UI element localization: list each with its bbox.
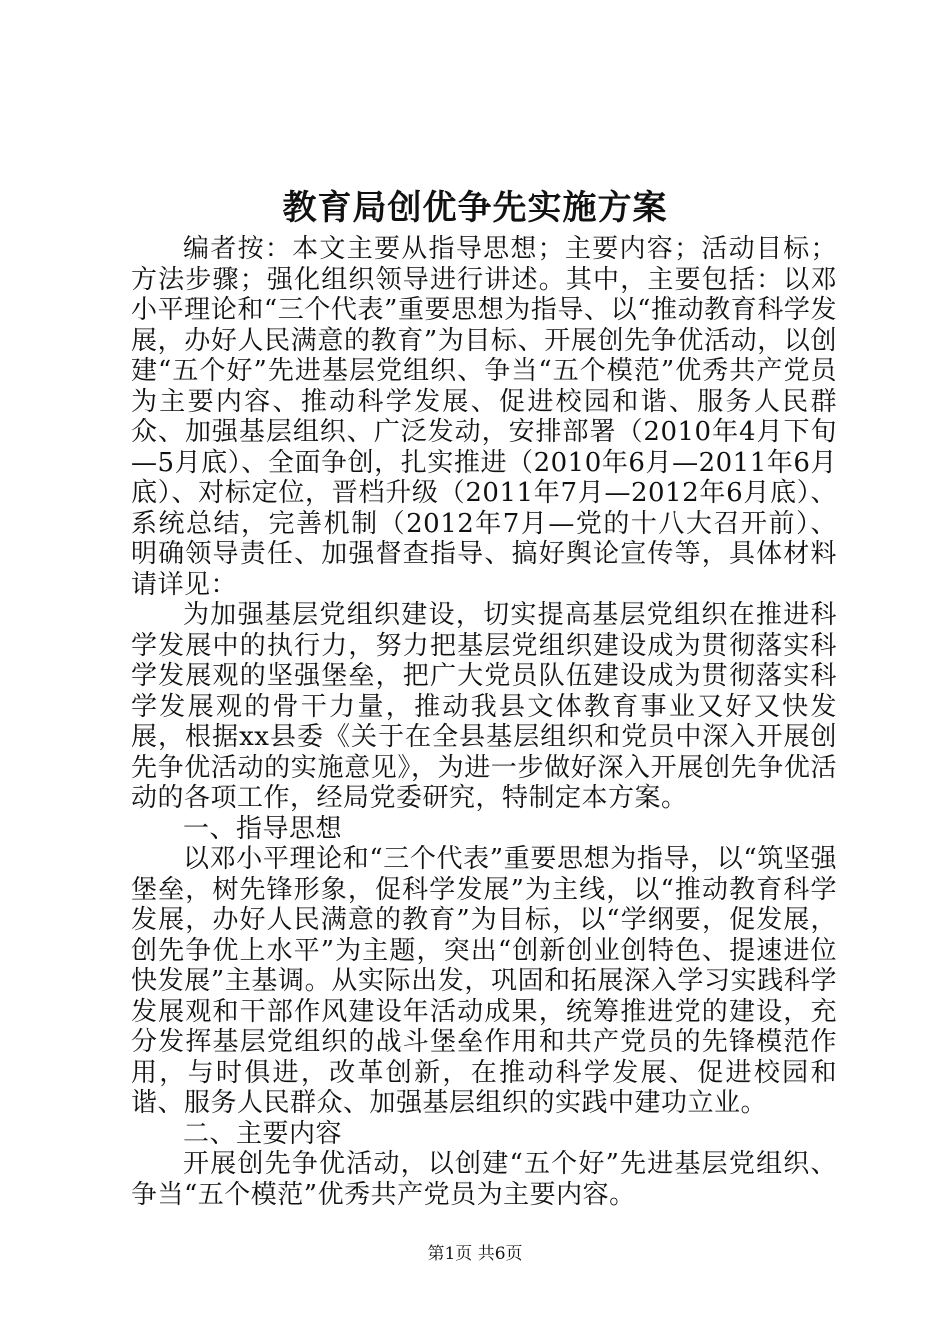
guiding-ideology-paragraph: 以邓小平理论和“三个代表”重要思想为指导，以“筑坚强堡垒，树先锋形象，促科学发展”为主线，以“推动教育科学发展，办好人民满意的教育”为目标，以“学纲要，促发展，创先争优上水平”为主题，突出“创新创业创特色、提速进位快发展”主基调。从实际出发，巩固和拓展深入学习实践科学发展观和干部作风建设年活动成果，统筹推进党的建设，充分发挥基层党组织的战斗堡垒作用和共产党员的先锋模范作用，与时俱进，改革创新，在推动科学发展、促进校园和谐、服务人民群众、加强基层组织的实践中建功立业。 xyxy=(131,844,837,1118)
document-body xyxy=(131,234,837,1210)
section-heading-guiding-ideology: 一、指导思想 xyxy=(183,813,343,844)
editor-note-paragraph: 编者按：本文主要从指导思想；主要内容；活动目标；方法步骤；强化组织领导进行讲述。其中，主要包括：以邓小平理论和“三个代表”重要思想为指导、以“推动教育科学发展，办好人民满意的教育”为目标、开展创先争优活动，以创建“五个好”先进基层党组织、争当“五个模范”优秀共产党员为主要内容、推动科学发展、促进校园和谐、服务人民群众、加强基层组织、广泛发动，安排部署（2010年4月下旬—5月底）、全面争创，扎实推进（2010年6月—2011年6月底）、对标定位，晋档升级（2011年7月—2012年6月底）、系统总结，完善机制（2012年7月—党的十八大召开前）、明确领导责任、加强督查指导、搞好舆论宣传等，具体材料请详见： xyxy=(131,234,837,600)
main-content-paragraph: 开展创先争优活动，以创建“五个好”先进基层党组织、争当“五个模范”优秀共产党员为主要内容。 xyxy=(131,1149,837,1210)
page-footer: 第1页 共6页 xyxy=(427,1244,523,1264)
document-title: 教育局创优争先实施方案 xyxy=(282,188,668,228)
section-heading-main-content: 二、主要内容 xyxy=(183,1118,343,1149)
intro-paragraph: 为加强基层党组织建设，切实提高基层党组织在推进科学发展中的执行力，努力把基层党组织建设成为贯彻落实科学发展观的坚强堡垒，把广大党员队伍建设成为贯彻落实科学发展观的骨干力量，推动我县文体教育事业又好又快发展，根据xx县委《关于在全县基层组织和党员中深入开展创先争优活动的实施意见》，为进一步做好深入开展创先争优活动的各项工作，经局党委研究，特制定本方案。 xyxy=(131,600,837,813)
